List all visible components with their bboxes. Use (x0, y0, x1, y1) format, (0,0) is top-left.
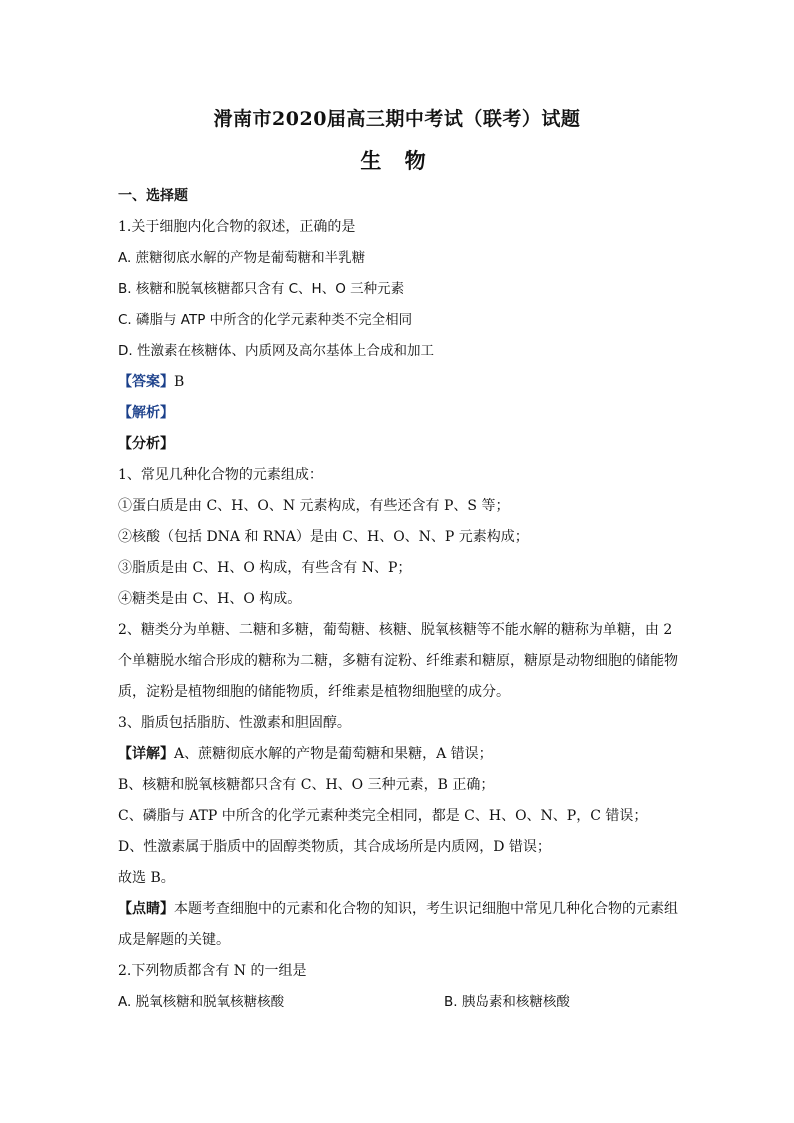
fenxi-line: 1、常见几种化合物的元素组成： (118, 467, 323, 483)
detail-line: B、核糖和脱氧核糖都只含有 C、H、O 三种元素，B 正确； (118, 777, 495, 793)
q1-option-b: B. 核糖和脱氧核糖都只含有 C、H、O 三种元素 (118, 281, 405, 297)
comment-line: 成是解题的关键。 (118, 932, 230, 948)
analysis-label: 【解析】 (118, 405, 174, 421)
fenxi-line: 个单糖脱水缩合形成的糖称为二糖，多糖有淀粉、纤维素和糖原，糖原是动物细胞的储能物 (118, 653, 678, 669)
fenxi-line: 质，淀粉是植物细胞的储能物质，纤维素是植物细胞壁的成分。 (118, 684, 510, 700)
detail-label: 【详解】 (118, 746, 174, 762)
detail-line: 故选 B。 (118, 870, 175, 886)
q1-option-a: A. 蔗糖彻底水解的产物是葡萄糖和半乳糖 (118, 250, 366, 266)
section-heading: 一、选择题 (118, 188, 188, 204)
q1-stem: 1.关于细胞内化合物的叙述，正确的是 (118, 219, 356, 235)
comment-label: 【点睛】 (118, 901, 174, 917)
subject-title: 生 物 (360, 148, 434, 173)
fenxi-line: 3、脂质包括脂肪、性激素和胆固醇。 (118, 715, 351, 731)
fenxi-line: 2、糖类分为单糖、二糖和多糖，葡萄糖、核糖、脱氧核糖等不能水解的糖称为单糖，由 2 (118, 622, 673, 638)
detail-first-line (118, 745, 493, 763)
answer-value: B (174, 374, 185, 390)
q1-option-c: C. 磷脂与 ATP 中所含的化学元素种类不完全相同 (118, 312, 413, 328)
fenxi-label: 【分析】 (118, 436, 174, 452)
q2-stem: 2.下列物质都含有 N 的一组是 (118, 963, 307, 979)
detail-line: C、磷脂与 ATP 中所含的化学元素种类完全相同，都是 C、H、O、N、P，C 错误； (118, 808, 648, 824)
q2-option-a: A. 脱氧核糖和脱氧核糖核酸 (118, 994, 285, 1010)
answer-label: 【答案】 (118, 374, 174, 390)
comment-text: 本题考查细胞中的元素和化合物的知识，考生识记细胞中常见几种化合物的元素组 (174, 901, 678, 917)
q1-answer (118, 373, 184, 391)
detail-text: A、蔗糖彻底水解的产物是葡萄糖和果糖，A 错误； (174, 746, 493, 762)
fenxi-line: ④糖类是由 C、H、O 构成。 (118, 591, 302, 607)
fenxi-line: ①蛋白质是由 C、H、O、N 元素构成，有些还含有 P、S 等； (118, 498, 510, 514)
page-title: 滑南市2020届高三期中考试（联考）试题 (213, 108, 581, 130)
comment-first-line (118, 900, 678, 918)
q1-option-d: D. 性激素在核糖体、内质网及高尔基体上合成和加工 (118, 343, 434, 359)
fenxi-line: ③脂质是由 C、H、O 构成，有些含有 N、P； (118, 560, 412, 576)
fenxi-line: ②核酸（包括 DNA 和 RNA）是由 C、H、O、N、P 元素构成； (118, 529, 529, 545)
detail-line: D、性激素属于脂质中的固醇类物质，其合成场所是内质网，D 错误； (118, 839, 551, 855)
q2-option-b: B. 胰岛素和核糖核酸 (444, 994, 570, 1010)
